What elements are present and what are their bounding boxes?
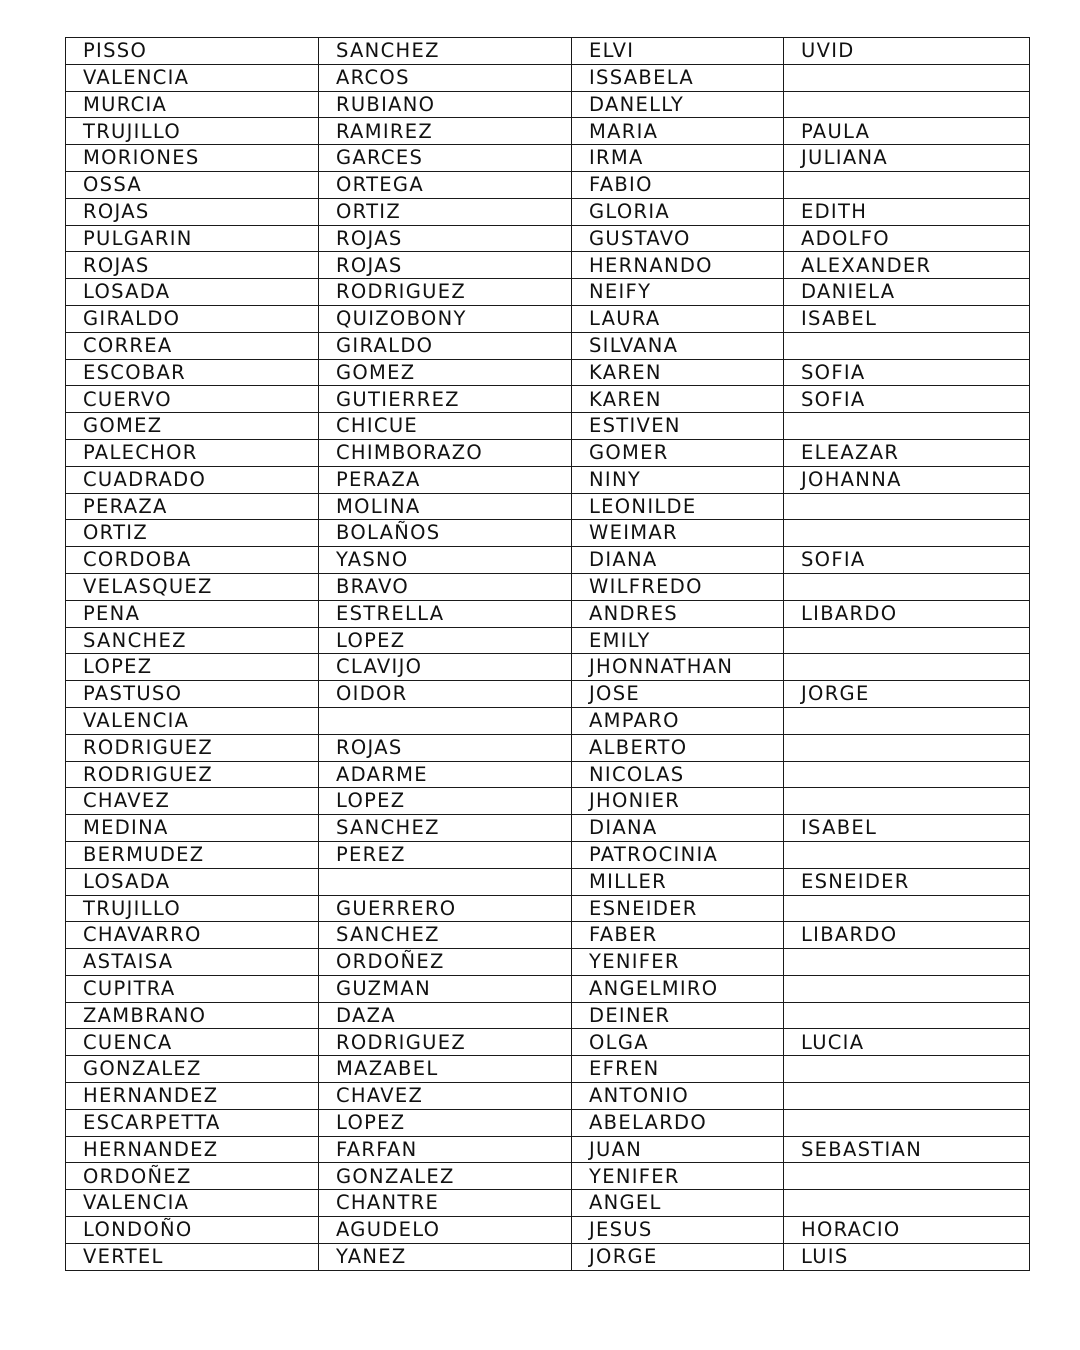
cell-first-surname: ROJAS	[66, 252, 319, 279]
cell-second-name: ISABEL	[784, 815, 1030, 842]
cell-second-surname: ROJAS	[319, 225, 572, 252]
cell-first-surname: TRUJILLO	[66, 118, 319, 145]
cell-second-surname: GUTIERREZ	[319, 386, 572, 413]
cell-first-surname: ESCOBAR	[66, 359, 319, 386]
table-row	[66, 64, 1030, 91]
cell-first-name: ESNEIDER	[572, 895, 784, 922]
cell-first-name: HERNANDO	[572, 252, 784, 279]
cell-first-surname: VALENCIA	[66, 707, 319, 734]
cell-second-name	[784, 520, 1030, 547]
table-row	[66, 118, 1030, 145]
cell-second-surname: MAZABEL	[319, 1056, 572, 1083]
cell-first-surname: ROJAS	[66, 198, 319, 225]
cell-first-name: ALBERTO	[572, 734, 784, 761]
cell-second-name	[784, 413, 1030, 440]
cell-second-name: SOFIA	[784, 386, 1030, 413]
cell-first-surname: PENA	[66, 600, 319, 627]
cell-second-name	[784, 734, 1030, 761]
cell-second-surname: BOLAÑOS	[319, 520, 572, 547]
table-row	[66, 975, 1030, 1002]
cell-second-surname: LOPEZ	[319, 1109, 572, 1136]
cell-first-name: JORGE	[572, 1243, 784, 1270]
cell-first-surname: TRUJILLO	[66, 895, 319, 922]
cell-second-name: ALEXANDER	[784, 252, 1030, 279]
table-row	[66, 1002, 1030, 1029]
cell-first-surname: PALECHOR	[66, 439, 319, 466]
cell-first-surname: VELASQUEZ	[66, 573, 319, 600]
table-row	[66, 1243, 1030, 1270]
cell-first-name: PATROCINIA	[572, 841, 784, 868]
table-row	[66, 815, 1030, 842]
cell-first-surname: OSSA	[66, 171, 319, 198]
cell-second-name: PAULA	[784, 118, 1030, 145]
table-row	[66, 38, 1030, 65]
table-row	[66, 413, 1030, 440]
cell-second-name	[784, 1163, 1030, 1190]
cell-first-surname: HERNANDEZ	[66, 1083, 319, 1110]
cell-second-surname: QUIZOBONY	[319, 305, 572, 332]
cell-first-surname: CHAVARRO	[66, 922, 319, 949]
cell-first-surname: LOPEZ	[66, 654, 319, 681]
cell-second-surname: CHICUE	[319, 413, 572, 440]
cell-second-surname: FARFAN	[319, 1136, 572, 1163]
table-row	[66, 681, 1030, 708]
cell-first-surname: VALENCIA	[66, 64, 319, 91]
cell-first-surname: CUPITRA	[66, 975, 319, 1002]
cell-first-surname: ORDOÑEZ	[66, 1163, 319, 1190]
table-row	[66, 279, 1030, 306]
cell-first-surname: LOSADA	[66, 279, 319, 306]
cell-second-name: ADOLFO	[784, 225, 1030, 252]
cell-first-name: WILFREDO	[572, 573, 784, 600]
cell-first-surname: PASTUSO	[66, 681, 319, 708]
cell-second-name	[784, 895, 1030, 922]
cell-second-name	[784, 332, 1030, 359]
cell-first-surname: GOMEZ	[66, 413, 319, 440]
cell-second-surname: YASNO	[319, 547, 572, 574]
cell-first-surname: CUERVO	[66, 386, 319, 413]
cell-first-name: DIANA	[572, 547, 784, 574]
cell-first-name: WEIMAR	[572, 520, 784, 547]
cell-first-name: JUAN	[572, 1136, 784, 1163]
cell-second-surname: GOMEZ	[319, 359, 572, 386]
cell-second-name	[784, 493, 1030, 520]
cell-first-name: ABELARDO	[572, 1109, 784, 1136]
table-row	[66, 466, 1030, 493]
table-row	[66, 1109, 1030, 1136]
cell-second-name: LUIS	[784, 1243, 1030, 1270]
cell-first-surname: CHAVEZ	[66, 788, 319, 815]
table-row	[66, 788, 1030, 815]
cell-second-surname: ADARME	[319, 761, 572, 788]
cell-first-surname: CUENCA	[66, 1029, 319, 1056]
cell-second-surname: SANCHEZ	[319, 38, 572, 65]
cell-second-name	[784, 627, 1030, 654]
cell-second-name	[784, 1190, 1030, 1217]
cell-first-name: JOSE	[572, 681, 784, 708]
table-row	[66, 225, 1030, 252]
cell-second-surname	[319, 707, 572, 734]
cell-first-name: SILVANA	[572, 332, 784, 359]
cell-first-surname: ORTIZ	[66, 520, 319, 547]
cell-first-name: ESTIVEN	[572, 413, 784, 440]
cell-first-surname: RODRIGUEZ	[66, 761, 319, 788]
cell-first-surname: GONZALEZ	[66, 1056, 319, 1083]
table-row	[66, 734, 1030, 761]
cell-first-name: DEINER	[572, 1002, 784, 1029]
cell-second-name: ISABEL	[784, 305, 1030, 332]
table-row	[66, 305, 1030, 332]
cell-first-name: JHONIER	[572, 788, 784, 815]
cell-second-name	[784, 1083, 1030, 1110]
cell-second-surname: PERAZA	[319, 466, 572, 493]
cell-first-surname: LONDOÑO	[66, 1217, 319, 1244]
cell-first-name: NEIFY	[572, 279, 784, 306]
cell-second-name: EDITH	[784, 198, 1030, 225]
table-row	[66, 493, 1030, 520]
cell-second-surname: ORTIZ	[319, 198, 572, 225]
table-row	[66, 922, 1030, 949]
cell-second-name: HORACIO	[784, 1217, 1030, 1244]
table-row	[66, 1136, 1030, 1163]
cell-first-surname: HERNANDEZ	[66, 1136, 319, 1163]
cell-first-name: AMPARO	[572, 707, 784, 734]
cell-second-surname: AGUDELO	[319, 1217, 572, 1244]
cell-first-surname: BERMUDEZ	[66, 841, 319, 868]
table-row	[66, 654, 1030, 681]
cell-second-name	[784, 975, 1030, 1002]
cell-second-surname: MOLINA	[319, 493, 572, 520]
cell-first-name: YENIFER	[572, 1163, 784, 1190]
cell-first-name: ANGELMIRO	[572, 975, 784, 1002]
cell-second-name: SOFIA	[784, 547, 1030, 574]
cell-first-surname: LOSADA	[66, 868, 319, 895]
table-row	[66, 359, 1030, 386]
cell-second-surname: ORDOÑEZ	[319, 949, 572, 976]
cell-second-surname: LOPEZ	[319, 627, 572, 654]
cell-first-name: MILLER	[572, 868, 784, 895]
cell-first-name: ANGEL	[572, 1190, 784, 1217]
cell-second-name: SEBASTIAN	[784, 1136, 1030, 1163]
cell-first-surname: VERTEL	[66, 1243, 319, 1270]
table-row	[66, 895, 1030, 922]
cell-second-name	[784, 64, 1030, 91]
cell-second-surname: GONZALEZ	[319, 1163, 572, 1190]
table-row	[66, 573, 1030, 600]
table-row	[66, 520, 1030, 547]
cell-second-surname: OIDOR	[319, 681, 572, 708]
cell-second-surname: RODRIGUEZ	[319, 1029, 572, 1056]
cell-first-surname: ZAMBRANO	[66, 1002, 319, 1029]
cell-second-surname: GIRALDO	[319, 332, 572, 359]
cell-second-name: UVID	[784, 38, 1030, 65]
cell-first-surname: CORDOBA	[66, 547, 319, 574]
table-row	[66, 439, 1030, 466]
table-row	[66, 332, 1030, 359]
cell-first-name: JESUS	[572, 1217, 784, 1244]
table-row	[66, 252, 1030, 279]
table-row	[66, 386, 1030, 413]
cell-second-name	[784, 1002, 1030, 1029]
cell-first-surname: PERAZA	[66, 493, 319, 520]
cell-second-surname: DAZA	[319, 1002, 572, 1029]
cell-second-name: ESNEIDER	[784, 868, 1030, 895]
cell-first-name: ANTONIO	[572, 1083, 784, 1110]
table-row	[66, 1029, 1030, 1056]
cell-second-surname: GARCES	[319, 145, 572, 172]
cell-first-surname: PISSO	[66, 38, 319, 65]
cell-first-name: DANELLY	[572, 91, 784, 118]
cell-second-name: LIBARDO	[784, 922, 1030, 949]
cell-second-name: JULIANA	[784, 145, 1030, 172]
cell-first-name: IRMA	[572, 145, 784, 172]
cell-second-surname: PEREZ	[319, 841, 572, 868]
table-row	[66, 1083, 1030, 1110]
cell-second-surname: CHIMBORAZO	[319, 439, 572, 466]
cell-first-name: YENIFER	[572, 949, 784, 976]
cell-second-surname: ESTRELLA	[319, 600, 572, 627]
cell-second-name: LUCIA	[784, 1029, 1030, 1056]
cell-second-surname: LOPEZ	[319, 788, 572, 815]
table-row	[66, 868, 1030, 895]
cell-second-name	[784, 91, 1030, 118]
cell-first-surname: CUADRADO	[66, 466, 319, 493]
cell-second-name: LIBARDO	[784, 600, 1030, 627]
cell-first-name: NINY	[572, 466, 784, 493]
cell-second-surname: SANCHEZ	[319, 922, 572, 949]
cell-first-surname: MORIONES	[66, 145, 319, 172]
cell-second-name	[784, 654, 1030, 681]
cell-second-surname: RODRIGUEZ	[319, 279, 572, 306]
cell-second-surname: ARCOS	[319, 64, 572, 91]
cell-first-name: LEONILDE	[572, 493, 784, 520]
cell-second-name	[784, 171, 1030, 198]
cell-second-name	[784, 1056, 1030, 1083]
cell-first-surname: MURCIA	[66, 91, 319, 118]
cell-second-name: SOFIA	[784, 359, 1030, 386]
cell-first-name: DIANA	[572, 815, 784, 842]
table-row	[66, 949, 1030, 976]
cell-first-name: JHONNATHAN	[572, 654, 784, 681]
cell-first-surname: VALENCIA	[66, 1190, 319, 1217]
cell-first-name: ELVI	[572, 38, 784, 65]
cell-second-surname: ROJAS	[319, 252, 572, 279]
cell-first-name: ANDRES	[572, 600, 784, 627]
cell-second-name	[784, 841, 1030, 868]
cell-second-surname: SANCHEZ	[319, 815, 572, 842]
cell-first-name: KAREN	[572, 386, 784, 413]
cell-first-name: GLORIA	[572, 198, 784, 225]
cell-first-surname: ASTAISA	[66, 949, 319, 976]
table-row	[66, 1056, 1030, 1083]
cell-first-name: KAREN	[572, 359, 784, 386]
cell-second-surname: RAMIREZ	[319, 118, 572, 145]
table-row	[66, 145, 1030, 172]
names-table	[65, 37, 1030, 1271]
cell-second-surname: CLAVIJO	[319, 654, 572, 681]
cell-first-name: NICOLAS	[572, 761, 784, 788]
table-row	[66, 1190, 1030, 1217]
table-row	[66, 627, 1030, 654]
cell-second-name	[784, 573, 1030, 600]
cell-first-surname: PULGARIN	[66, 225, 319, 252]
cell-second-surname: YANEZ	[319, 1243, 572, 1270]
cell-first-name: GOMER	[572, 439, 784, 466]
cell-second-name: JOHANNA	[784, 466, 1030, 493]
cell-second-surname: GUERRERO	[319, 895, 572, 922]
cell-second-surname	[319, 868, 572, 895]
cell-second-surname: BRAVO	[319, 573, 572, 600]
cell-second-name	[784, 1109, 1030, 1136]
table-row	[66, 707, 1030, 734]
cell-first-name: OLGA	[572, 1029, 784, 1056]
cell-second-surname: ROJAS	[319, 734, 572, 761]
table-row	[66, 198, 1030, 225]
table-row	[66, 1163, 1030, 1190]
names-table-body	[66, 38, 1030, 1271]
cell-second-surname: CHANTRE	[319, 1190, 572, 1217]
cell-first-surname: CORREA	[66, 332, 319, 359]
cell-second-surname: ORTEGA	[319, 171, 572, 198]
cell-first-name: ISSABELA	[572, 64, 784, 91]
table-row	[66, 547, 1030, 574]
cell-second-name	[784, 949, 1030, 976]
cell-second-surname: RUBIANO	[319, 91, 572, 118]
cell-first-surname: RODRIGUEZ	[66, 734, 319, 761]
cell-first-name: FABIO	[572, 171, 784, 198]
cell-second-name: ELEAZAR	[784, 439, 1030, 466]
cell-second-name: JORGE	[784, 681, 1030, 708]
cell-first-name: EMILY	[572, 627, 784, 654]
cell-second-name	[784, 761, 1030, 788]
cell-second-surname: GUZMAN	[319, 975, 572, 1002]
table-row	[66, 600, 1030, 627]
table-row	[66, 91, 1030, 118]
cell-first-name: GUSTAVO	[572, 225, 784, 252]
table-row	[66, 171, 1030, 198]
table-row	[66, 1217, 1030, 1244]
table-row	[66, 841, 1030, 868]
cell-first-name: MARIA	[572, 118, 784, 145]
cell-first-name: EFREN	[572, 1056, 784, 1083]
cell-second-name	[784, 788, 1030, 815]
cell-first-name: LAURA	[572, 305, 784, 332]
table-row	[66, 761, 1030, 788]
cell-second-name	[784, 707, 1030, 734]
cell-first-surname: ESCARPETTA	[66, 1109, 319, 1136]
cell-first-surname: GIRALDO	[66, 305, 319, 332]
cell-first-name: FABER	[572, 922, 784, 949]
cell-first-surname: SANCHEZ	[66, 627, 319, 654]
cell-second-surname: CHAVEZ	[319, 1083, 572, 1110]
cell-first-surname: MEDINA	[66, 815, 319, 842]
cell-second-name: DANIELA	[784, 279, 1030, 306]
